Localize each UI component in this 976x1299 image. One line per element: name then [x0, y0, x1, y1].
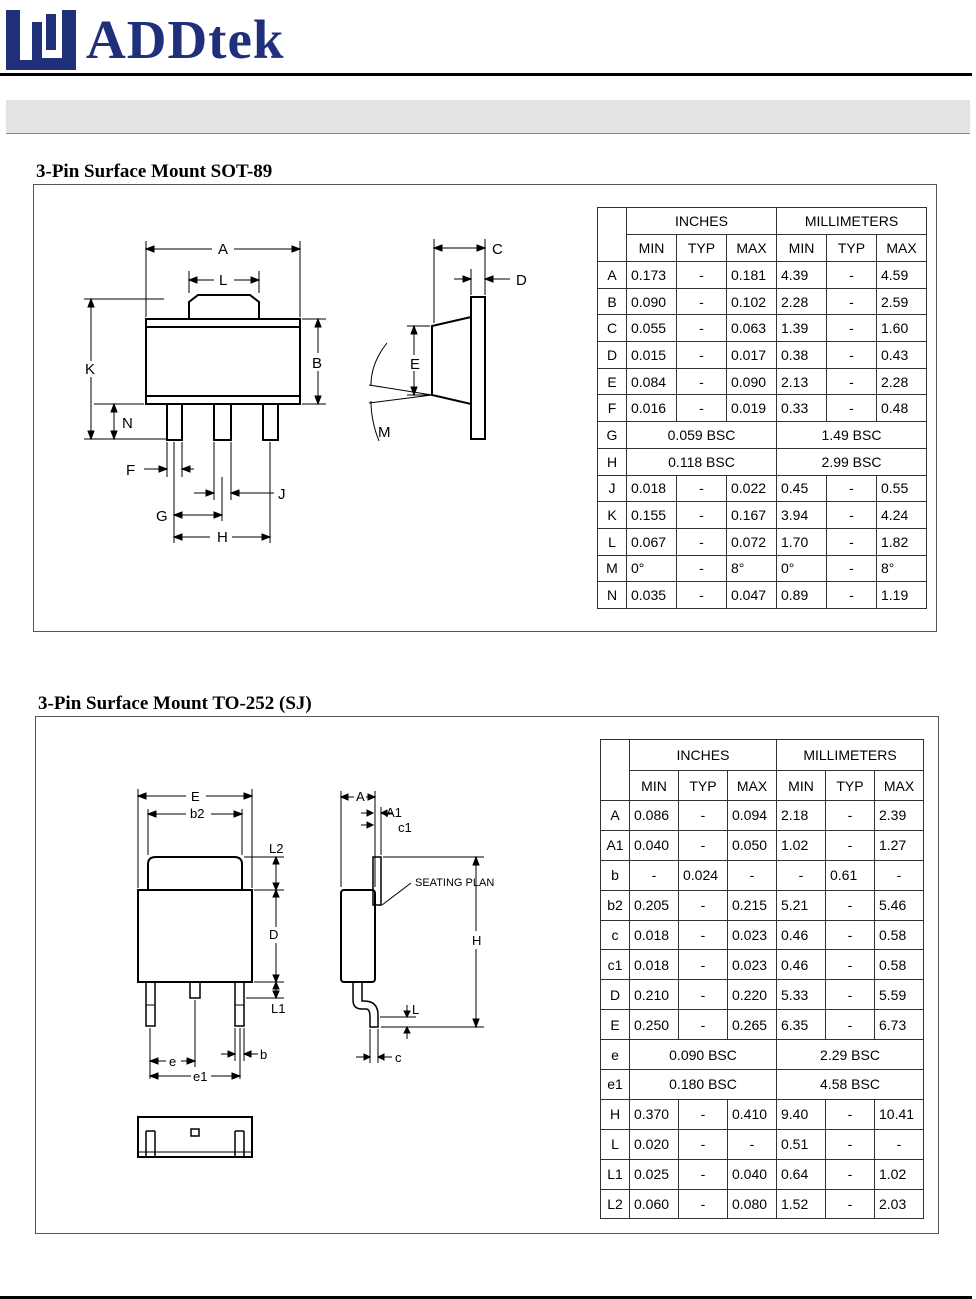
dimension-value: 0.89	[777, 582, 827, 609]
to252-label-D: D	[269, 927, 279, 942]
dimension-symbol: J	[598, 475, 627, 502]
dimension-value: 2.03	[875, 1189, 924, 1219]
dimension-value: 0.018	[627, 475, 677, 502]
dimension-value: 6.73	[875, 1010, 924, 1040]
dimension-value: -	[679, 980, 728, 1010]
to252-lead-2	[190, 982, 200, 998]
dimension-value: -	[875, 860, 924, 890]
dimension-value: 0.015	[627, 342, 677, 369]
dimension-value: -	[679, 1010, 728, 1040]
dimension-value: 1.27	[875, 830, 924, 860]
dimension-value: 0.102	[727, 288, 777, 315]
dimension-value: -	[679, 1189, 728, 1219]
to252-col-header: MAX	[875, 771, 924, 801]
to252-label-A1: A1	[386, 805, 402, 820]
dimension-value: 1.02	[875, 1159, 924, 1189]
dimension-symbol: A	[598, 262, 627, 289]
to252-body	[138, 890, 252, 982]
dimension-value: -	[826, 1129, 875, 1159]
dimension-value: -	[827, 582, 877, 609]
dimension-value: -	[827, 368, 877, 395]
dimension-value: 5.21	[777, 890, 826, 920]
to252-panel	[35, 716, 939, 1234]
dimension-value: 2.13	[777, 368, 827, 395]
sot89-label-K: K	[85, 361, 96, 378]
dimension-value: 0.265	[728, 1010, 777, 1040]
dimension-value: -	[679, 1159, 728, 1189]
bsc-value: 2.29 BSC	[777, 1040, 924, 1070]
sot89-col-header: TYP	[827, 235, 877, 262]
sot89-label-G: G	[156, 508, 168, 525]
bsc-value: 0.090 BSC	[630, 1040, 777, 1070]
to252-col-header: TYP	[679, 771, 728, 801]
dimension-value: 0.210	[630, 980, 679, 1010]
dimension-value: 0.090	[727, 368, 777, 395]
sot89-side-tab	[471, 297, 485, 439]
dimension-value: 1.70	[777, 528, 827, 555]
dimension-symbol: b	[601, 860, 630, 890]
dimension-symbol: c1	[601, 950, 630, 980]
to252-label-H: H	[472, 933, 482, 948]
table-row	[598, 342, 927, 369]
dimension-value: 0.181	[727, 262, 777, 289]
sot89-label-A: A	[218, 241, 229, 258]
table-row	[601, 1159, 924, 1189]
dimension-value: 0.040	[630, 830, 679, 860]
dimension-value: -	[677, 555, 727, 582]
dimension-value: 0.46	[777, 950, 826, 980]
dimension-symbol: c	[601, 920, 630, 950]
sot89-col-header: MAX	[727, 235, 777, 262]
dimension-symbol: L1	[601, 1159, 630, 1189]
bsc-value: 2.99 BSC	[777, 448, 927, 475]
dimension-value: 4.39	[777, 262, 827, 289]
sot89-label-M: M	[378, 424, 391, 441]
dimension-value: 0.018	[630, 950, 679, 980]
dimension-value: 0.050	[728, 830, 777, 860]
addtek-logo-icon	[6, 10, 82, 70]
dimension-symbol: e1	[601, 1070, 630, 1100]
dimension-value: -	[827, 288, 877, 315]
sot89-label-L: L	[219, 272, 228, 289]
dimension-value: -	[826, 801, 875, 831]
sot89-panel	[33, 184, 937, 632]
to252-label-b: b	[260, 1047, 268, 1062]
to252-label-L2: L2	[269, 841, 284, 856]
sot89-body	[146, 319, 300, 404]
to252-inches-header: INCHES	[630, 740, 777, 771]
dimension-value: 0.33	[777, 395, 827, 422]
dimension-value: 0.018	[630, 920, 679, 950]
to252-label-b2: b2	[190, 806, 205, 821]
dimension-value: -	[826, 920, 875, 950]
dimension-symbol: N	[598, 582, 627, 609]
sot89-label-E: E	[410, 356, 421, 373]
dimension-value: -	[677, 395, 727, 422]
table-row	[598, 502, 927, 529]
dimension-value: 0.370	[630, 1099, 679, 1129]
to252-label-seating: SEATING PLAN	[415, 877, 495, 889]
dimension-value: 0.45	[777, 475, 827, 502]
to252-lead-1	[146, 982, 155, 1026]
dimension-symbol: L	[598, 528, 627, 555]
dimension-value: 0.220	[728, 980, 777, 1010]
sot89-lead-1	[167, 404, 182, 440]
dimension-value: 0.410	[728, 1099, 777, 1129]
table-row	[601, 920, 924, 950]
dimension-symbol: D	[598, 342, 627, 369]
dimension-value: 0.019	[727, 395, 777, 422]
dimension-value: -	[679, 920, 728, 950]
dimension-symbol: E	[598, 368, 627, 395]
dimension-symbol: D	[601, 980, 630, 1010]
table-row	[598, 368, 927, 395]
dimension-value: 0.060	[630, 1189, 679, 1219]
bsc-value: 4.58 BSC	[777, 1070, 924, 1100]
dimension-value: 0.084	[627, 368, 677, 395]
table-row	[598, 528, 927, 555]
dimension-value: 0.58	[875, 950, 924, 980]
dimension-value: 0.173	[627, 262, 677, 289]
table-row	[601, 950, 924, 980]
to252-side-body	[341, 890, 375, 982]
table-row	[601, 1010, 924, 1040]
dimension-value: 9.40	[777, 1099, 826, 1129]
dimension-value: 0.46	[777, 920, 826, 950]
dimension-symbol: K	[598, 502, 627, 529]
dimension-value: 10.41	[875, 1099, 924, 1129]
dimension-value: 0.063	[727, 315, 777, 342]
dimension-symbol: e	[601, 1040, 630, 1070]
dimension-value: 0.055	[627, 315, 677, 342]
dimension-value: -	[677, 288, 727, 315]
dimension-symbol: b2	[601, 890, 630, 920]
dimension-value: 0.023	[728, 950, 777, 980]
dimension-symbol: B	[598, 288, 627, 315]
table-row	[598, 475, 927, 502]
sot89-lead-3	[263, 404, 278, 440]
dimension-value: 2.59	[877, 288, 927, 315]
dimension-value: -	[679, 950, 728, 980]
sot89-col-header: TYP	[677, 235, 727, 262]
to252-title: 3-Pin Surface Mount TO-252 (SJ)	[38, 693, 312, 714]
dimension-value: -	[826, 890, 875, 920]
dimension-symbol: L	[601, 1129, 630, 1159]
dimension-value: -	[827, 342, 877, 369]
section-band	[6, 100, 970, 134]
to252-sym-header	[601, 740, 630, 801]
sot89-mm-header: MILLIMETERS	[777, 208, 927, 235]
dimension-value: 0.023	[728, 920, 777, 950]
to252-label-e: e	[169, 1054, 177, 1069]
to252-label-E: E	[191, 789, 200, 804]
dimension-value: -	[677, 315, 727, 342]
sot89-sym-header	[598, 208, 627, 262]
dimension-value: -	[827, 395, 877, 422]
table-row	[598, 315, 927, 342]
to252-col-header: MAX	[728, 771, 777, 801]
dimension-symbol: H	[601, 1099, 630, 1129]
sot89-label-F: F	[126, 462, 136, 479]
dimension-value: -	[826, 1159, 875, 1189]
dimension-value: 0.48	[877, 395, 927, 422]
dimension-value: 0.067	[627, 528, 677, 555]
dimension-value: 5.59	[875, 980, 924, 1010]
sot89-col-header: MIN	[627, 235, 677, 262]
table-row	[601, 1129, 924, 1159]
sot89-label-H: H	[217, 529, 228, 546]
dimension-value: 1.02	[777, 830, 826, 860]
dimension-value: 0.215	[728, 890, 777, 920]
bsc-value: 1.49 BSC	[777, 422, 927, 449]
to252-drawing	[36, 717, 598, 1233]
sot89-tab	[189, 295, 259, 319]
sot89-col-header: MAX	[877, 235, 927, 262]
dimension-value: -	[777, 860, 826, 890]
bsc-value: 0.118 BSC	[627, 448, 777, 475]
to252-tab	[148, 857, 242, 890]
dimension-value: 5.33	[777, 980, 826, 1010]
dimension-value: -	[728, 1129, 777, 1159]
dimension-value: -	[826, 1099, 875, 1129]
dimension-value: -	[677, 262, 727, 289]
brand-name: ADDtek	[86, 9, 285, 70]
bsc-value: 0.059 BSC	[627, 422, 777, 449]
sot89-title: 3-Pin Surface Mount SOT-89	[36, 161, 273, 182]
sot89-drawing	[34, 185, 594, 631]
dimension-value: 0.017	[727, 342, 777, 369]
to252-label-e1: e1	[193, 1069, 208, 1084]
to252-label-c: c	[395, 1050, 402, 1065]
sot89-lead-2	[214, 404, 231, 440]
dimension-value: 0.58	[875, 920, 924, 950]
dimension-value: 0.020	[630, 1129, 679, 1159]
dimension-value: 8°	[727, 555, 777, 582]
dimension-value: 0.040	[728, 1159, 777, 1189]
table-row	[601, 1189, 924, 1219]
to252-label-c1: c1	[398, 820, 412, 835]
dimension-value: 0.094	[728, 801, 777, 831]
to252-label-L1: L1	[271, 1001, 286, 1016]
table-row	[598, 555, 927, 582]
dimension-value: 0.025	[630, 1159, 679, 1189]
table-row	[598, 448, 927, 475]
dimension-value: 0.022	[727, 475, 777, 502]
dimension-value: 2.18	[777, 801, 826, 831]
dimension-value: 4.24	[877, 502, 927, 529]
dimension-value: 0.64	[777, 1159, 826, 1189]
sot89-col-header: MIN	[777, 235, 827, 262]
dimension-value: 1.82	[877, 528, 927, 555]
dimension-value: 0.205	[630, 890, 679, 920]
dimension-value: 2.39	[875, 801, 924, 831]
dimension-symbol: F	[598, 395, 627, 422]
to252-col-header: MIN	[777, 771, 826, 801]
dimension-value: -	[826, 830, 875, 860]
dimension-value: 0.55	[877, 475, 927, 502]
dimension-value: 3.94	[777, 502, 827, 529]
dimension-value: -	[679, 1099, 728, 1129]
table-row	[601, 860, 924, 890]
dimension-value: -	[728, 860, 777, 890]
sot89-dimension-table	[597, 207, 927, 609]
dimension-value: 0°	[627, 555, 677, 582]
dimension-value: 0.167	[727, 502, 777, 529]
dimension-value: -	[875, 1129, 924, 1159]
dimension-value: -	[827, 315, 877, 342]
dimension-value: -	[677, 502, 727, 529]
table-row	[601, 801, 924, 831]
dimension-value: -	[679, 890, 728, 920]
to252-dimension-table	[600, 739, 924, 1219]
to252-col-header: MIN	[630, 771, 679, 801]
sot89-label-C: C	[492, 241, 503, 258]
dimension-value: 0.047	[727, 582, 777, 609]
dimension-value: 0.016	[627, 395, 677, 422]
sot89-label-J: J	[278, 486, 286, 503]
dimension-value: 0.080	[728, 1189, 777, 1219]
header-rule	[0, 73, 972, 76]
to252-col-header: TYP	[826, 771, 875, 801]
table-row	[601, 1070, 924, 1100]
dimension-value: 1.52	[777, 1189, 826, 1219]
dimension-value: 4.59	[877, 262, 927, 289]
table-row	[601, 980, 924, 1010]
dimension-value: -	[677, 528, 727, 555]
to252-side-lead	[353, 982, 378, 1027]
table-row	[601, 1040, 924, 1070]
table-row	[601, 890, 924, 920]
dimension-value: -	[827, 475, 877, 502]
sot89-label-B: B	[312, 355, 323, 372]
dimension-value: 0.61	[826, 860, 875, 890]
dimension-value: 2.28	[877, 368, 927, 395]
to252-lead-3	[235, 982, 244, 1026]
dimension-value: 0.086	[630, 801, 679, 831]
dimension-value: -	[826, 1189, 875, 1219]
sot89-side-body	[432, 317, 471, 404]
sot89-label-D: D	[516, 272, 527, 289]
dimension-symbol: C	[598, 315, 627, 342]
table-row	[598, 395, 927, 422]
dimension-value: 0.155	[627, 502, 677, 529]
table-row	[601, 1099, 924, 1129]
bsc-value: 0.180 BSC	[630, 1070, 777, 1100]
dimension-value: 0.43	[877, 342, 927, 369]
dimension-value: -	[826, 950, 875, 980]
page-header	[0, 0, 976, 78]
dimension-value: -	[677, 342, 727, 369]
dimension-value: 8°	[877, 555, 927, 582]
dimension-value: -	[827, 555, 877, 582]
sot89-inches-header: INCHES	[627, 208, 777, 235]
dimension-value: 0.250	[630, 1010, 679, 1040]
dimension-value: 2.28	[777, 288, 827, 315]
dimension-value: 1.19	[877, 582, 927, 609]
dimension-symbol: H	[598, 448, 627, 475]
dimension-value: -	[827, 502, 877, 529]
dimension-symbol: A	[601, 801, 630, 831]
to252-label-L: L	[412, 1002, 420, 1017]
dimension-value: 6.35	[777, 1010, 826, 1040]
dimension-value: 1.60	[877, 315, 927, 342]
dimension-value: -	[677, 368, 727, 395]
dimension-value: -	[826, 980, 875, 1010]
dimension-value: -	[679, 801, 728, 831]
dimension-value: -	[827, 528, 877, 555]
table-row	[598, 422, 927, 449]
dimension-value: 0.38	[777, 342, 827, 369]
dimension-value: 0.024	[679, 860, 728, 890]
dimension-value: -	[679, 1129, 728, 1159]
dimension-value: 0.035	[627, 582, 677, 609]
table-row	[598, 262, 927, 289]
dimension-value: -	[827, 262, 877, 289]
dimension-symbol: M	[598, 555, 627, 582]
dimension-symbol: G	[598, 422, 627, 449]
table-row	[598, 582, 927, 609]
dimension-value: -	[630, 860, 679, 890]
dimension-value: -	[679, 830, 728, 860]
dimension-value: -	[826, 1010, 875, 1040]
dimension-value: 0.51	[777, 1129, 826, 1159]
dimension-value: 0°	[777, 555, 827, 582]
dimension-symbol: E	[601, 1010, 630, 1040]
dimension-value: 1.39	[777, 315, 827, 342]
to252-mm-header: MILLIMETERS	[777, 740, 924, 771]
dimension-value: -	[677, 582, 727, 609]
sot89-label-N: N	[122, 415, 133, 432]
dimension-symbol: A1	[601, 830, 630, 860]
dimension-value: -	[677, 475, 727, 502]
to252-label-A: A	[356, 789, 365, 804]
dimension-value: 5.46	[875, 890, 924, 920]
dimension-value: 0.090	[627, 288, 677, 315]
table-row	[598, 288, 927, 315]
dimension-symbol: L2	[601, 1189, 630, 1219]
dimension-value: 0.072	[727, 528, 777, 555]
table-row	[601, 830, 924, 860]
